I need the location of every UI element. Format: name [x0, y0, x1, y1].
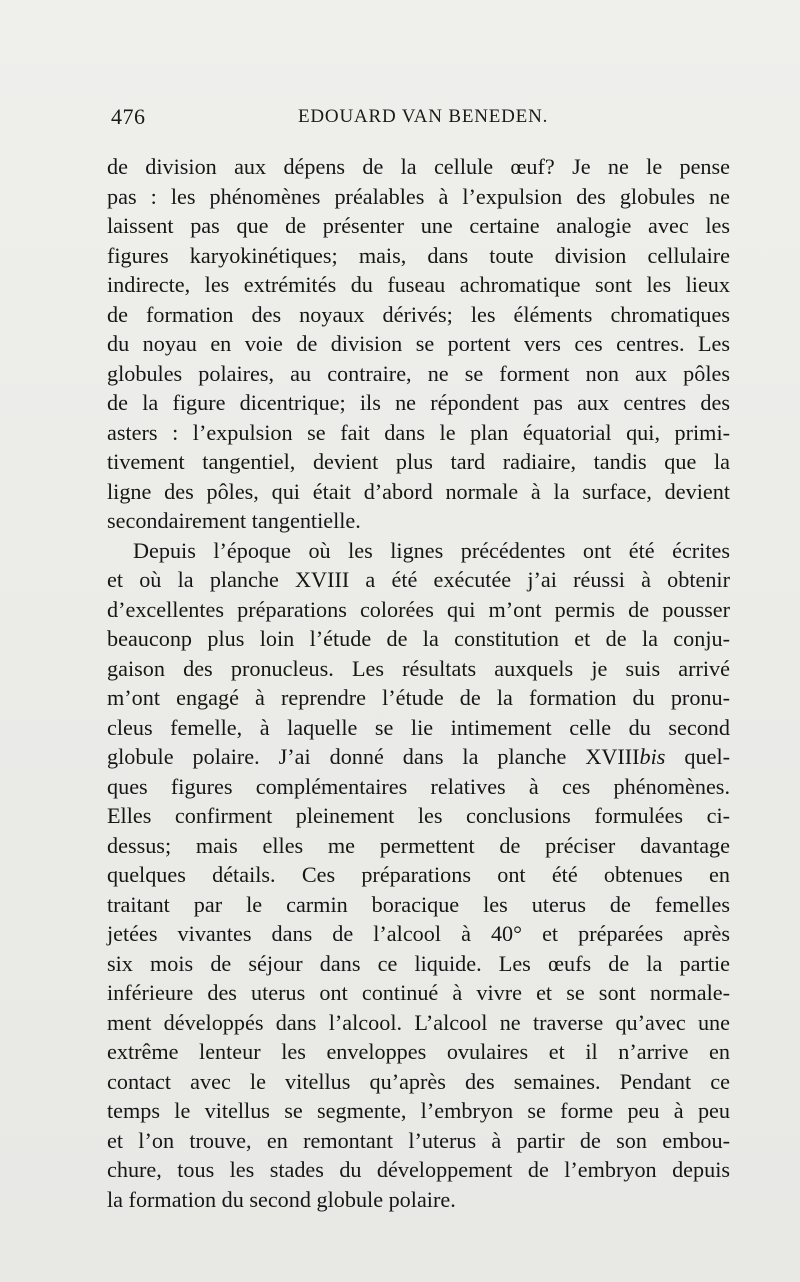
text-line: secondairement tangentielle. — [107, 508, 361, 533]
text-line: jetées vivantes dans de l’alcool à 40° et préparées après — [107, 921, 730, 946]
text-line: laissent pas que de présenter une certaine analogie avec les — [107, 213, 730, 238]
text-line: ment développés dans l’alcool. L’alcool ne traverse qu’avec une — [107, 1009, 730, 1035]
text-line: inférieure des uterus ont continué à vivre et se sont normale- — [107, 980, 730, 1005]
text-line: six mois de séjour dans ce liquide. Les œufs de la partie — [107, 950, 730, 976]
text-line: tivement tangentiel, devient plus tard radiaire, tandis que la — [107, 449, 730, 474]
text-line: traitant par le carmin boracique les uterus de femelles — [107, 891, 730, 917]
text-line: globules polaires, au contraire, ne se forment non aux pôles — [107, 360, 730, 386]
text-line: d’excellentes préparations colorées qui m’ont permis de pousser — [107, 596, 730, 622]
text-line: de formation des noyaux dérivés; les éléments chromatiques — [107, 301, 730, 327]
body-text — [107, 152, 730, 1214]
page-number: 476 — [111, 104, 146, 129]
text-line: et l’on trouve, en remontant l’uterus à partir de son embou- — [107, 1127, 730, 1153]
text-line: ligne des pôles, qui était d’abord normale à la surface, devient — [107, 478, 730, 504]
text-line: m’ont engagé à reprendre l’étude de la formation du pronu- — [107, 685, 730, 710]
text-line: quelques détails. Ces préparations ont été obtenues en — [107, 862, 730, 887]
text-line-with-italic — [107, 742, 730, 772]
text-line: cleus femelle, à laquelle se lie intimement celle du second — [107, 714, 730, 740]
italic-fragment: bis — [639, 744, 666, 769]
text-line: pas : les phénomènes préalables à l’expulsion des globules ne — [107, 183, 730, 209]
text-line: temps le vitellus se segmente, l’embryon se forme peu à peu — [107, 1098, 730, 1123]
running-title: EDOUARD VAN BENEDEN. — [298, 106, 549, 127]
text-line: asters : l’expulsion se fait dans le plan équatorial qui, primi- — [107, 419, 730, 445]
paragraph-2 — [107, 536, 730, 1215]
text-fragment: globule polaire. J’ai donné dans la planche XVIII — [107, 744, 640, 769]
text-line: dessus; mais elles me permettent de préciser davantage — [107, 832, 730, 858]
text-line: beauconp plus loin l’étude de la constitution et de la conju- — [107, 626, 730, 651]
text-line: figures karyokinétiques; mais, dans toute division cellulaire — [107, 242, 730, 268]
page-header — [111, 104, 731, 134]
text-line: extrême lenteur les enveloppes ovulaires et il n’arrive en — [107, 1039, 730, 1064]
text-fragment: quel- — [665, 744, 730, 769]
text-line: du noyau en voie de division se portent vers ces centres. Les — [107, 331, 730, 356]
text-line: indirecte, les extrémités du fuseau achromatique sont les lieux — [107, 272, 730, 297]
text-line: contact avec le vitellus qu’après des semaines. Pendant ce — [107, 1068, 730, 1094]
text-line: chure, tous les stades du développement de l’embryon depuis — [107, 1157, 730, 1182]
text-line: et où la planche XVIII a été exécutée j’ai réussi à obtenir — [107, 567, 730, 592]
text-line: de la figure dicentrique; ils ne répondent pas aux centres des — [107, 390, 730, 415]
paragraph-1 — [107, 152, 730, 536]
text-line: de division aux dépens de la cellule œuf? Je ne le pense — [107, 154, 730, 179]
text-line: ques figures complémentaires relatives à ces phénomènes. — [107, 773, 730, 799]
text-line: Elles confirment pleinement les conclusions formulées ci- — [107, 803, 730, 828]
text-line: la formation du second globule polaire. — [107, 1186, 456, 1212]
text-line: Depuis l’époque où les lignes précédentes ont été écrites — [133, 537, 730, 563]
text-line: gaison des pronucleus. Les résultats auxquels je suis arrivé — [107, 655, 730, 681]
